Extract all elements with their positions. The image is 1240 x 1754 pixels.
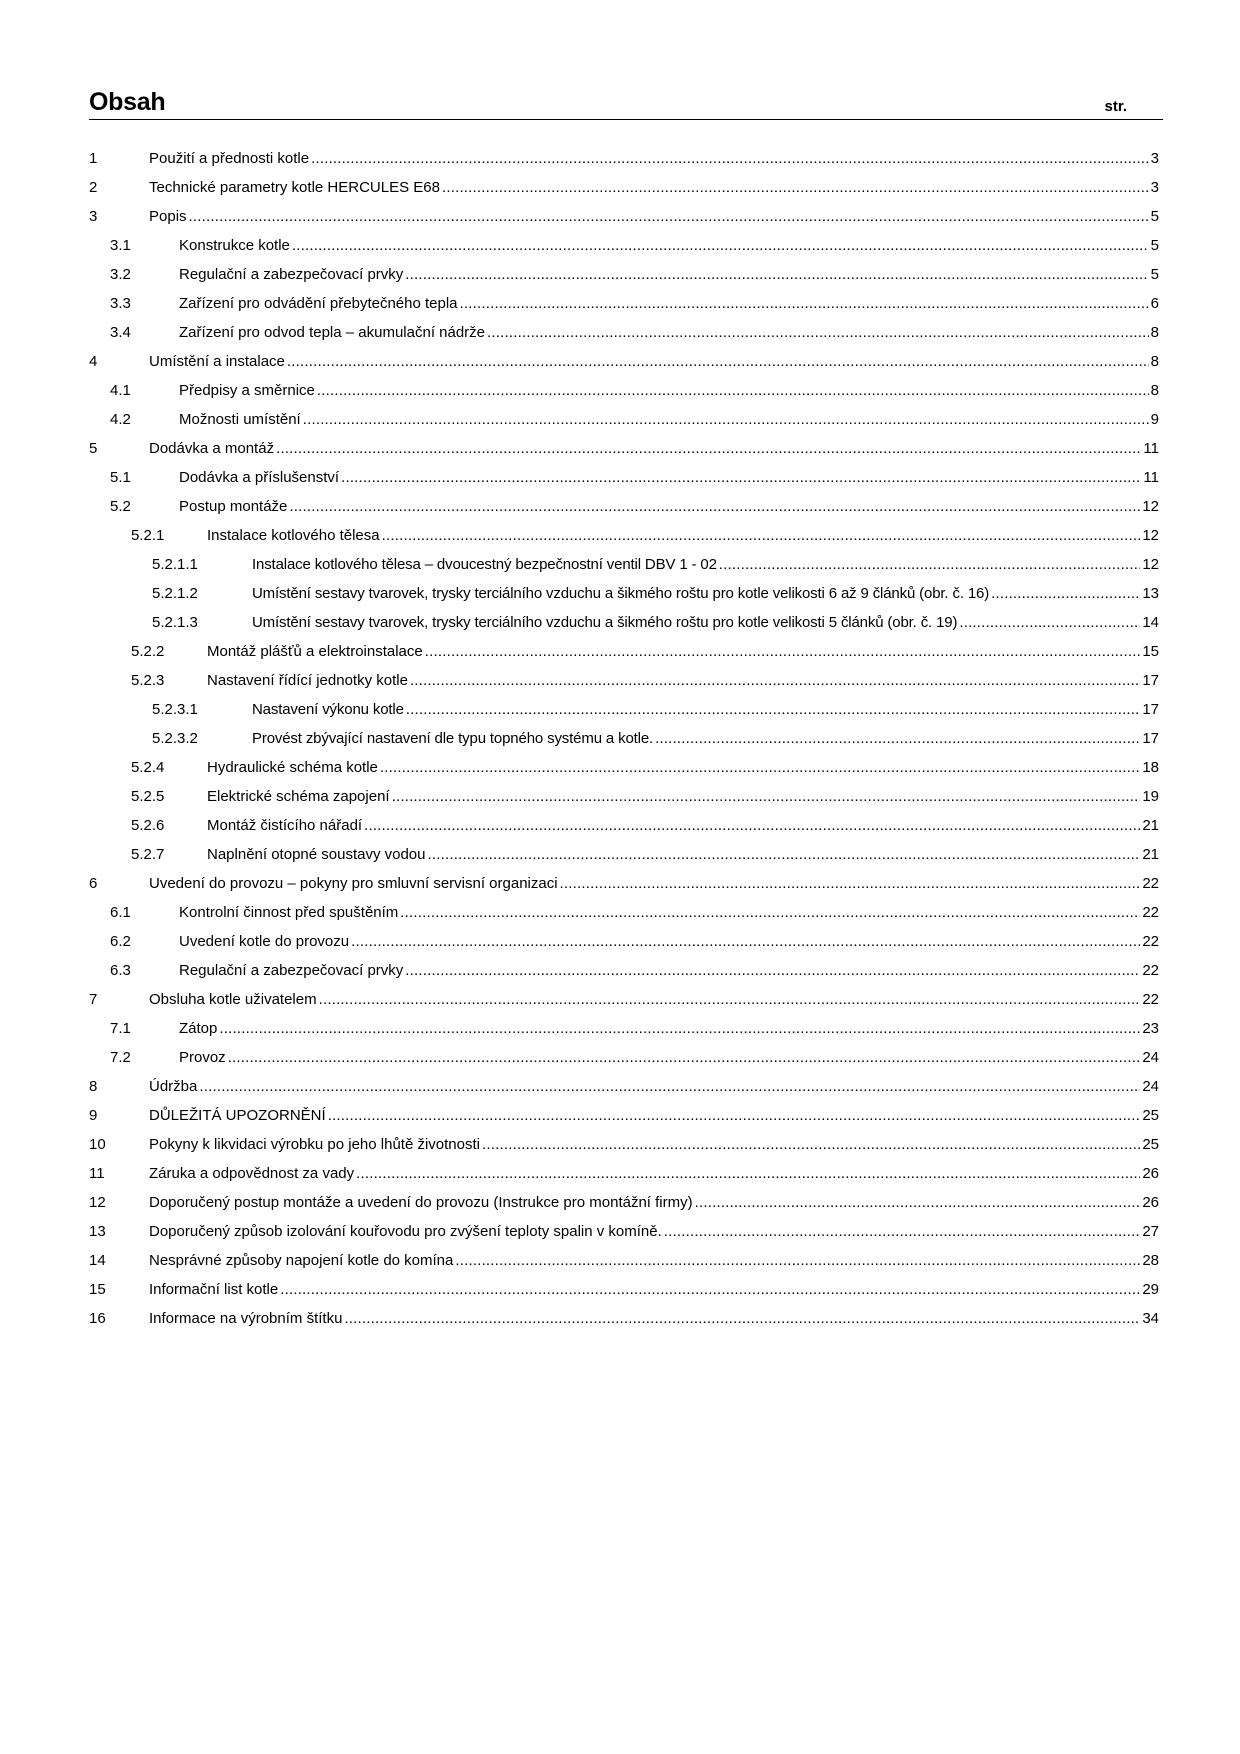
toc-entry-title: Konstrukce kotle <box>179 237 290 254</box>
toc-entry-title: Nesprávné způsoby napojení kotle do komína <box>149 1252 454 1269</box>
toc-entry-page: 22 <box>1142 991 1159 1008</box>
toc-entry-title: Postup montáže <box>179 498 288 515</box>
toc-entry-number: 9 <box>89 1107 98 1124</box>
toc-entry-number: 3.4 <box>110 324 131 341</box>
toc-entry-page: 19 <box>1142 788 1159 805</box>
toc-entry-number: 3 <box>89 208 98 225</box>
toc-entry-line <box>179 903 1159 923</box>
toc-entry-page: 21 <box>1142 846 1159 863</box>
toc-entry-page: 17 <box>1142 730 1159 747</box>
toc-entry-page: 12 <box>1142 556 1159 573</box>
toc-entry-title: Regulační a zabezpečovací prvky <box>179 266 404 283</box>
toc-entry[interactable] <box>89 352 1159 381</box>
toc-entry-title: Zařízení pro odvod tepla – akumulační nádrže <box>179 324 486 341</box>
toc-entry[interactable] <box>89 236 1159 265</box>
toc-entry-line <box>252 555 1159 575</box>
toc-entry-title: Dodávka a montáž <box>149 440 275 457</box>
page-column-label: str. <box>1104 98 1127 115</box>
toc-entry-line <box>179 236 1159 256</box>
toc-entry-line <box>149 352 1159 372</box>
toc-entry[interactable] <box>89 613 1159 642</box>
toc-entry[interactable] <box>89 555 1159 584</box>
toc-entry-line <box>149 1309 1159 1329</box>
toc-entry[interactable] <box>89 294 1159 323</box>
toc-entry-page: 25 <box>1142 1107 1159 1124</box>
toc-dot-leader <box>428 845 1141 865</box>
toc-entry-number: 4 <box>89 353 98 370</box>
toc-entry-title: Informační list kotle <box>149 1281 279 1298</box>
toc-entry-title: Umístění a instalace <box>149 353 285 370</box>
toc-entry-page: 11 <box>1143 469 1159 486</box>
toc-entry-page: 26 <box>1142 1165 1159 1182</box>
toc-dot-leader <box>289 497 1140 517</box>
toc-entry-line <box>149 1251 1159 1271</box>
toc-dot-leader <box>455 1251 1140 1271</box>
toc-entry[interactable] <box>89 758 1159 787</box>
toc-entry[interactable] <box>89 526 1159 555</box>
toc-entry[interactable] <box>89 1280 1159 1309</box>
toc-entry-page: 34 <box>1142 1310 1159 1327</box>
toc-entry-title: DŮLEŽITÁ UPOZORNĚNÍ <box>149 1107 326 1124</box>
toc-entry-title: Pokyny k likvidaci výrobku po jeho lhůtě životnosti <box>149 1136 480 1153</box>
toc-entry-title: Záruka a odpovědnost za vady <box>149 1165 355 1182</box>
toc-dot-leader <box>959 613 1140 633</box>
toc-entry-title: Nastavení výkonu kotle <box>252 701 404 718</box>
toc-dot-leader <box>405 265 1148 285</box>
toc-entry-number: 12 <box>89 1194 106 1211</box>
toc-entry-number: 5.2.1.2 <box>152 585 198 602</box>
toc-entry[interactable] <box>89 439 1159 468</box>
toc-entry-title: Naplnění otopné soustavy vodou <box>207 846 426 863</box>
toc-entry[interactable] <box>89 1251 1159 1280</box>
toc-entry-line <box>207 642 1159 662</box>
toc-entry[interactable] <box>89 178 1159 207</box>
toc-entry-line <box>179 497 1159 517</box>
toc-entry-title: Montáž plášťů a elektroinstalace <box>207 643 423 660</box>
toc-entry-number: 5.2.1.3 <box>152 614 198 631</box>
toc-entry-number: 4.1 <box>110 382 131 399</box>
toc-entry-line <box>252 700 1159 720</box>
toc-entry-title: Doporučený způsob izolování kouřovodu pro zvýšení teploty spalin v komíně. <box>149 1223 662 1240</box>
toc-entry[interactable] <box>89 990 1159 1019</box>
toc-entry-page: 12 <box>1142 527 1159 544</box>
toc-entry-page: 5 <box>1150 208 1159 225</box>
toc-entry-line <box>252 584 1159 604</box>
toc-entry-line <box>207 816 1159 836</box>
toc-entry-title: Popis <box>149 208 187 225</box>
toc-dot-leader <box>280 1280 1140 1300</box>
toc-entry-page: 24 <box>1142 1049 1159 1066</box>
toc-entry-line <box>149 1280 1159 1300</box>
toc-entry[interactable] <box>89 1164 1159 1193</box>
toc-entry-line <box>179 294 1159 314</box>
toc-entry-title: Uvedení kotle do provozu <box>179 933 350 950</box>
toc-entry-number: 5.2.3.2 <box>152 730 198 747</box>
toc-dot-leader <box>344 1309 1140 1329</box>
toc-entry-number: 5 <box>89 440 98 457</box>
toc-entry-number: 14 <box>89 1252 106 1269</box>
toc-entry-page: 26 <box>1142 1194 1159 1211</box>
toc-dot-leader <box>425 642 1141 662</box>
toc-entry-page: 12 <box>1142 498 1159 515</box>
toc-dot-leader <box>341 468 1141 488</box>
toc-entry-number: 4.2 <box>110 411 131 428</box>
toc-dot-leader <box>410 671 1140 691</box>
toc-entry-title: Obsluha kotle uživatelem <box>149 991 317 1008</box>
toc-entry-title: Umístění sestavy tvarovek, trysky terciálního vzduchu a šikmého roštu pro kotle velikosti 5 článků (obr. č. 19) <box>252 614 958 631</box>
toc-entry-title: Nastavení řídící jednotky kotle <box>207 672 408 689</box>
toc-entry-line <box>179 468 1159 488</box>
toc-entry-line <box>252 613 1159 633</box>
toc-entry-title: Technické parametry kotle HERCULES E68 <box>149 179 440 196</box>
toc-dot-leader <box>560 874 1141 894</box>
toc-entry-page: 17 <box>1142 672 1159 689</box>
toc-entry[interactable] <box>89 149 1159 178</box>
toc-entry-number: 10 <box>89 1136 106 1153</box>
toc-entry[interactable] <box>89 1193 1159 1222</box>
toc-dot-leader <box>319 990 1141 1010</box>
toc-entry-line <box>179 410 1159 430</box>
toc-entry-number: 3.1 <box>110 237 131 254</box>
toc-entry[interactable] <box>89 323 1159 352</box>
toc-entry[interactable] <box>89 816 1159 845</box>
toc-entry[interactable] <box>89 1019 1159 1048</box>
toc-entry[interactable] <box>89 845 1159 874</box>
toc-entry-number: 7.2 <box>110 1049 131 1066</box>
toc-entry-line <box>207 787 1159 807</box>
toc-dot-leader <box>442 178 1149 198</box>
toc-entry-line <box>149 990 1159 1010</box>
toc-entry-number: 8 <box>89 1078 98 1095</box>
toc-entry[interactable] <box>89 207 1159 236</box>
toc-entry-page: 25 <box>1142 1136 1159 1153</box>
toc-entry-line <box>149 1106 1159 1126</box>
toc-entry-number: 7 <box>89 991 98 1008</box>
toc-entry-page: 27 <box>1142 1223 1159 1240</box>
toc-entry-page: 3 <box>1150 179 1159 196</box>
toc-entry-title: Uvedení do provozu – pokyny pro smluvní servisní organizaci <box>149 875 558 892</box>
toc-entry[interactable] <box>89 932 1159 961</box>
toc-entry[interactable] <box>89 497 1159 526</box>
toc-entry[interactable] <box>89 410 1159 439</box>
toc-entry-title: Doporučený postup montáže a uvedení do provozu (Instrukce pro montážní firmy) <box>149 1194 693 1211</box>
toc-entry-title: Použití a přednosti kotle <box>149 150 310 167</box>
toc-dot-leader <box>460 294 1149 314</box>
toc-entry-title: Zátop <box>179 1020 218 1037</box>
toc-entry-line <box>149 439 1159 459</box>
toc-entry-title: Kontrolní činnost před spuštěním <box>179 904 399 921</box>
toc-entry-number: 5.2.3.1 <box>152 701 198 718</box>
toc-entry-title: Umístění sestavy tvarovek, trysky terciálního vzduchu a šikmého roštu pro kotle velikosti 6 až 9 článků (obr. č. 16) <box>252 585 990 602</box>
toc-dot-leader <box>655 729 1140 749</box>
toc-entry[interactable] <box>89 265 1159 294</box>
toc-dot-leader <box>487 323 1149 343</box>
toc-entry-number: 1 <box>89 150 98 167</box>
toc-entry-number: 6.1 <box>110 904 131 921</box>
toc-entry-number: 11 <box>89 1165 105 1182</box>
toc-dot-leader <box>991 584 1140 604</box>
toc-entry[interactable] <box>89 584 1159 613</box>
toc-entry-number: 5.2.6 <box>131 817 165 834</box>
toc-entry-page: 6 <box>1150 295 1159 312</box>
toc-entry-number: 5.1 <box>110 469 131 486</box>
toc-dot-leader <box>380 758 1140 778</box>
toc-entry-page: 24 <box>1142 1078 1159 1095</box>
toc-entry-line <box>179 1019 1159 1039</box>
toc-dot-leader <box>317 381 1149 401</box>
toc-entry-number: 5.2.5 <box>131 788 165 805</box>
toc-dot-leader <box>482 1135 1140 1155</box>
toc-entry-number: 5.2 <box>110 498 131 515</box>
toc-entry[interactable] <box>89 642 1159 671</box>
toc-entry-page: 5 <box>1150 266 1159 283</box>
toc-entry-title: Zařízení pro odvádění přebytečného tepla <box>179 295 458 312</box>
toc-entry-number: 13 <box>89 1223 106 1240</box>
toc-entry[interactable] <box>89 874 1159 903</box>
toc-entry-page: 15 <box>1142 643 1159 660</box>
toc-entry[interactable] <box>89 1222 1159 1251</box>
toc-entry-line <box>207 671 1159 691</box>
toc-entry-title: Dodávka a příslušenství <box>179 469 340 486</box>
toc-entry-page: 14 <box>1142 614 1159 631</box>
toc-entry-page: 21 <box>1142 817 1159 834</box>
toc-entry-number: 6.3 <box>110 962 131 979</box>
toc-entry[interactable] <box>89 1135 1159 1164</box>
toc-entry-line <box>149 149 1159 169</box>
toc-entry-title: Provést zbývající nastavení dle typu topného systému a kotle. <box>252 730 654 747</box>
toc-dot-leader <box>392 787 1141 807</box>
toc-entry[interactable] <box>89 468 1159 497</box>
toc-entry[interactable] <box>89 961 1159 990</box>
toc-entry-line <box>149 1077 1159 1097</box>
toc-entry-line <box>207 845 1159 865</box>
toc-entry-line <box>149 178 1159 198</box>
toc-entry-number: 2 <box>89 179 98 196</box>
toc-entry-number: 7.1 <box>110 1020 131 1037</box>
toc-entry-line <box>207 526 1159 546</box>
toc-entry-title: Montáž čistícího nářadí <box>207 817 363 834</box>
toc-entry-page: 3 <box>1150 150 1159 167</box>
toc-entry-title: Údržba <box>149 1078 198 1095</box>
toc-entry-page: 22 <box>1142 875 1159 892</box>
toc-dot-leader <box>199 1077 1140 1097</box>
toc-dot-leader <box>356 1164 1140 1184</box>
toc-dot-leader <box>405 961 1140 981</box>
toc-entry-page: 22 <box>1142 904 1159 921</box>
toc-entry-line <box>252 729 1159 749</box>
toc-entry-line <box>149 1222 1159 1242</box>
toc-entry[interactable] <box>89 729 1159 758</box>
page-header <box>89 84 1163 120</box>
toc-dot-leader <box>695 1193 1141 1213</box>
toc-dot-leader <box>228 1048 1141 1068</box>
toc-dot-leader <box>351 932 1140 952</box>
toc-entry[interactable] <box>89 1048 1159 1077</box>
toc-entry-number: 5.2.4 <box>131 759 165 776</box>
toc-entry-number: 5.2.1.1 <box>152 556 198 573</box>
toc-entry-page: 9 <box>1150 411 1159 428</box>
toc-entry-line <box>149 207 1159 227</box>
toc-entry-title: Hydraulické schéma kotle <box>207 759 378 776</box>
toc-entry-title: Možnosti umístění <box>179 411 301 428</box>
toc-entry-page: 8 <box>1150 324 1159 341</box>
toc-entry-title: Provoz <box>179 1049 226 1066</box>
toc-entry-page: 23 <box>1142 1020 1159 1037</box>
toc-entry[interactable] <box>89 1309 1159 1338</box>
toc-entry[interactable] <box>89 1106 1159 1135</box>
toc-dot-leader <box>292 236 1149 256</box>
toc-entry-title: Instalace kotlového tělesa <box>207 527 380 544</box>
toc-entry-number: 5.2.3 <box>131 672 165 689</box>
toc-entry[interactable] <box>89 671 1159 700</box>
page-title: Obsah <box>89 88 166 116</box>
toc-dot-leader <box>364 816 1140 836</box>
toc-entry-number: 5.2.7 <box>131 846 165 863</box>
toc-entry-line <box>179 961 1159 981</box>
toc-entry-line <box>149 1135 1159 1155</box>
toc-entry-title: Předpisy a směrnice <box>179 382 315 399</box>
toc-entry-page: 22 <box>1142 933 1159 950</box>
toc-entry-number: 6 <box>89 875 98 892</box>
toc-entry-title: Informace na výrobním štítku <box>149 1310 343 1327</box>
toc-entry-line <box>149 874 1159 894</box>
toc-entry-number: 3.2 <box>110 266 131 283</box>
toc-entry-number: 3.3 <box>110 295 131 312</box>
toc-entry-line <box>149 1164 1159 1184</box>
toc-entry-number: 6.2 <box>110 933 131 950</box>
toc-entry-title: Instalace kotlového tělesa – dvoucestný bezpečnostní ventil DBV 1 - 02 <box>252 556 717 573</box>
toc-entry-page: 22 <box>1142 962 1159 979</box>
toc-entry-page: 5 <box>1150 237 1159 254</box>
toc-entry-page: 17 <box>1142 701 1159 718</box>
toc-dot-leader <box>664 1222 1141 1242</box>
toc-entry-page: 29 <box>1142 1281 1159 1298</box>
toc-entry[interactable] <box>89 1077 1159 1106</box>
toc-dot-leader <box>189 207 1149 227</box>
toc-dot-leader <box>382 526 1141 546</box>
toc-dot-leader <box>311 149 1149 169</box>
toc-dot-leader <box>400 903 1140 923</box>
toc-entry-number: 5.2.2 <box>131 643 165 660</box>
toc-entry-page: 11 <box>1143 440 1159 457</box>
toc-entry-line <box>207 758 1159 778</box>
toc-entry-page: 8 <box>1150 353 1159 370</box>
toc-entry-number: 15 <box>89 1281 106 1298</box>
toc-dot-leader <box>719 555 1141 575</box>
table-of-contents <box>89 149 1159 1338</box>
toc-dot-leader <box>219 1019 1140 1039</box>
toc-entry-line <box>149 1193 1159 1213</box>
toc-entry-number: 16 <box>89 1310 106 1327</box>
toc-entry-line <box>179 1048 1159 1068</box>
toc-entry-number: 5.2.1 <box>131 527 165 544</box>
toc-entry-page: 18 <box>1142 759 1159 776</box>
toc-entry[interactable] <box>89 381 1159 410</box>
toc-entry[interactable] <box>89 700 1159 729</box>
toc-entry-page: 28 <box>1142 1252 1159 1269</box>
toc-entry-line <box>179 265 1159 285</box>
toc-dot-leader <box>287 352 1149 372</box>
toc-dot-leader <box>276 439 1141 459</box>
toc-entry-page: 8 <box>1150 382 1159 399</box>
toc-entry-line <box>179 323 1159 343</box>
toc-dot-leader <box>328 1106 1141 1126</box>
toc-entry-line <box>179 932 1159 952</box>
toc-entry[interactable] <box>89 903 1159 932</box>
toc-entry-title: Regulační a zabezpečovací prvky <box>179 962 404 979</box>
toc-entry-title: Elektrické schéma zapojení <box>207 788 390 805</box>
toc-entry[interactable] <box>89 787 1159 816</box>
toc-dot-leader <box>303 410 1149 430</box>
toc-entry-line <box>179 381 1159 401</box>
toc-dot-leader <box>406 700 1141 720</box>
toc-entry-page: 13 <box>1142 585 1159 602</box>
